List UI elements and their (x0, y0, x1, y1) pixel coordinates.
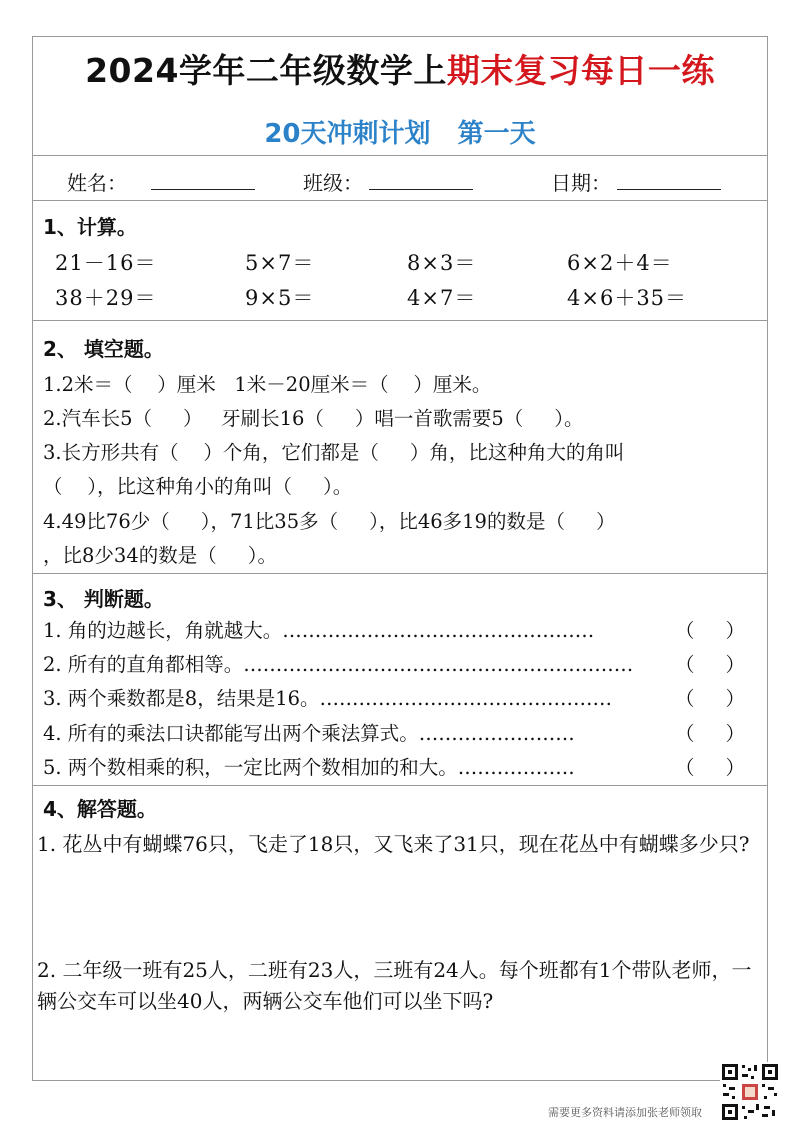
section-title-fill: 2、 填空题。 (43, 337, 164, 361)
judge-answer-box[interactable]: （ ） (675, 653, 745, 676)
fill-question: 2.汽车长5（ ） 牙刷长16（ ）唱一首歌需要5（ ）。 (43, 407, 584, 430)
name-label: 姓名： (67, 171, 127, 195)
divider (33, 155, 767, 156)
worksheet-subtitle: 20天冲刺计划 第一天 (264, 119, 536, 149)
divider (33, 200, 767, 201)
judge-answer-box[interactable]: （ ） (675, 722, 745, 745)
judge-answer-box[interactable]: （ ） (675, 756, 745, 779)
worksheet (32, 36, 768, 1081)
calc-problem: 21－16＝ (55, 251, 157, 275)
calc-problem: 38＋29＝ (55, 286, 157, 310)
name-blank[interactable] (151, 171, 255, 190)
judge-answer-box[interactable]: （ ） (675, 619, 745, 642)
qr-code-icon (720, 1062, 780, 1122)
judge-statement: 4. 所有的乘法口诀都能写出两个乘法算式。…………………… (43, 722, 575, 745)
footer-note: 需要更多资料请添加张老师领取 (548, 1106, 702, 1119)
fill-question: （ ），比这种角小的角叫（ ）。 (43, 475, 353, 498)
section-title-calc: 1、计算。 (43, 215, 137, 239)
judge-answer-box[interactable]: （ ） (675, 687, 745, 710)
worksheet-title (33, 45, 767, 92)
calc-problem: 4×6＋35＝ (567, 286, 688, 310)
word-problem: 1. 花丛中有蝴蝶76只，飞走了18只，又飞来了31只，现在花丛中有蝴蝶多少只? (37, 832, 750, 856)
judge-statement: 2. 所有的直角都相等。…………………………………………………… (43, 653, 634, 676)
class-field (303, 167, 473, 196)
divider (33, 785, 767, 786)
calc-problem: 6×2＋4＝ (567, 251, 673, 275)
divider (33, 573, 767, 574)
fill-question: 1.2米＝（ ）厘米 1米－20厘米＝（ ）厘米。 (43, 373, 492, 396)
calc-problem: 9×5＝ (245, 286, 315, 310)
word-problem: 2. 二年级一班有25人，二班有23人，三班有24人。每个班都有1个带队老师，一辆公交车可以坐40人，两辆公交车他们可以坐下吗? (37, 958, 752, 1013)
date-blank[interactable] (617, 171, 721, 190)
section-title-word-problems: 4、解答题。 (43, 797, 157, 821)
title-highlight: 期末复习每日一练 (446, 51, 715, 90)
calc-problem: 8×3＝ (407, 251, 477, 275)
date-field (551, 167, 721, 196)
class-label: 班级： (303, 171, 363, 195)
divider (33, 320, 767, 321)
section-title-judge: 3、 判断题。 (43, 587, 164, 611)
fill-question: ，比8少34的数是（ ）。 (43, 544, 277, 567)
calc-problem: 5×7＝ (245, 251, 315, 275)
calc-problem: 4×7＝ (407, 286, 477, 310)
judge-statement: 5. 两个数相乘的积，一定比两个数相加的和大。……………… (43, 756, 575, 779)
title-main: 2024学年二年级数学上 (85, 51, 447, 90)
fill-question: 3.长方形共有（ ）个角，它们都是（ ）角，比这种角大的角叫 (43, 441, 625, 464)
judge-statement: 3. 两个乘数都是8，结果是16。……………………………………… (43, 687, 613, 710)
fill-question: 4.49比76少（ ），71比35多（ ），比46多19的数是（ ） (43, 510, 616, 533)
name-field (67, 167, 255, 196)
judge-statement: 1. 角的边越长，角就越大。………………………………………… (43, 619, 595, 642)
class-blank[interactable] (369, 171, 473, 190)
date-label: 日期： (551, 171, 611, 195)
